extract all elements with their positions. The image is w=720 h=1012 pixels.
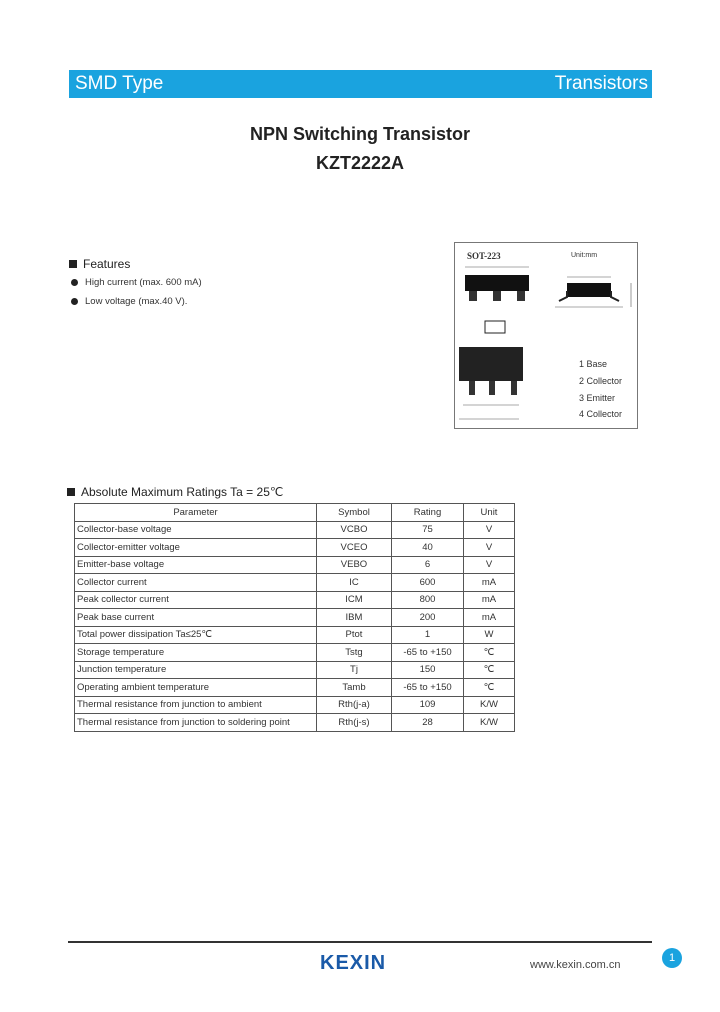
column-header: Unit	[464, 504, 515, 522]
unit-cell: mA	[464, 574, 515, 592]
table-row	[75, 644, 515, 662]
website-link[interactable]: www.kexin.com.cn	[530, 959, 621, 971]
symbol-cell: Tstg	[317, 644, 392, 662]
symbol-cell: Tamb	[317, 679, 392, 697]
square-bullet-icon	[69, 260, 77, 268]
pin-label: 4 Collector	[579, 409, 623, 419]
unit-cell: ℃	[464, 679, 515, 697]
param-cell: Peak base current	[75, 609, 317, 627]
square-bullet-icon	[67, 488, 75, 496]
rating-cell: 150	[392, 661, 464, 679]
table-row	[75, 591, 515, 609]
symbol-cell: Rth(j-a)	[317, 696, 392, 714]
rating-cell: -65 to +150	[392, 644, 464, 662]
param-cell: Total power dissipation Ta≤25℃	[75, 626, 317, 644]
package-diagram	[454, 242, 638, 429]
symbol-cell: Ptot	[317, 626, 392, 644]
column-header: Symbol	[317, 504, 392, 522]
param-cell: Collector-base voltage	[75, 521, 317, 539]
page-title: NPN Switching Transistor	[249, 124, 471, 144]
part-number: KZT2222A	[315, 153, 405, 173]
footer-divider	[68, 941, 652, 943]
ratings-table	[74, 503, 515, 732]
header-bar	[69, 70, 652, 98]
unit-cell: K/W	[464, 714, 515, 732]
unit-cell: mA	[464, 609, 515, 627]
param-cell: Peak collector current	[75, 591, 317, 609]
rating-cell: 28	[392, 714, 464, 732]
table-row	[75, 626, 515, 644]
ratings-heading-label: Absolute Maximum Ratings Ta = 25℃	[81, 485, 284, 499]
unit-cell: V	[464, 539, 515, 557]
symbol-cell: VEBO	[317, 556, 392, 574]
table-row	[75, 609, 515, 627]
unit-cell: V	[464, 521, 515, 539]
param-cell: Emitter-base voltage	[75, 556, 317, 574]
param-cell: Thermal resistance from junction to ambient	[75, 696, 317, 714]
package-name: SOT-223	[467, 251, 501, 261]
unit-cell: W	[464, 626, 515, 644]
symbol-cell: IC	[317, 574, 392, 592]
pin-label: 2 Collector	[579, 376, 623, 386]
bullet-icon	[71, 298, 78, 305]
unit-cell: V	[464, 556, 515, 574]
symbol-cell: Tj	[317, 661, 392, 679]
table-row	[75, 521, 515, 539]
feature-text: Low voltage (max.40 V).	[85, 296, 188, 307]
page-number: 1	[662, 948, 682, 968]
table-row	[75, 574, 515, 592]
symbol-cell: Rth(j-s)	[317, 714, 392, 732]
column-header: Parameter	[75, 504, 317, 522]
table-row	[75, 696, 515, 714]
column-header: Rating	[392, 504, 464, 522]
rating-cell: 6	[392, 556, 464, 574]
rating-cell: 200	[392, 609, 464, 627]
header-product-type: Transistors	[554, 73, 648, 94]
feature-text: High current (max. 600 mA)	[85, 277, 202, 288]
symbol-cell: VCBO	[317, 521, 392, 539]
param-cell: Thermal resistance from junction to soldering point	[75, 714, 317, 732]
unit-cell: ℃	[464, 644, 515, 662]
unit-cell: ℃	[464, 661, 515, 679]
param-cell: Collector-emitter voltage	[75, 539, 317, 557]
bullet-icon	[71, 279, 78, 286]
table-row	[75, 556, 515, 574]
feature-item	[71, 277, 202, 288]
table-row	[75, 679, 515, 697]
pin-label: 1 Base	[579, 359, 608, 369]
rating-cell: 109	[392, 696, 464, 714]
features-heading	[69, 257, 130, 271]
pin-label: 3 Emitter	[579, 393, 616, 403]
ratings-heading	[67, 485, 283, 499]
table-row	[75, 714, 515, 732]
feature-item	[71, 296, 187, 307]
rating-cell: 40	[392, 539, 464, 557]
param-cell: Junction temperature	[75, 661, 317, 679]
package-unit: Unit:mm	[571, 252, 598, 259]
param-cell: Operating ambient temperature	[75, 679, 317, 697]
rating-cell: 800	[392, 591, 464, 609]
rating-cell: 75	[392, 521, 464, 539]
features-heading-label: Features	[83, 257, 131, 271]
rating-cell: 1	[392, 626, 464, 644]
kexin-logo: KEXIN	[320, 952, 387, 974]
symbol-cell: IBM	[317, 609, 392, 627]
unit-cell: K/W	[464, 696, 515, 714]
symbol-cell: VCEO	[317, 539, 392, 557]
unit-cell: mA	[464, 591, 515, 609]
rating-cell: -65 to +150	[392, 679, 464, 697]
table-header-row	[75, 504, 515, 522]
table-row	[75, 661, 515, 679]
header-category: SMD Type	[75, 73, 164, 94]
table-row	[75, 539, 515, 557]
param-cell: Storage temperature	[75, 644, 317, 662]
symbol-cell: ICM	[317, 591, 392, 609]
rating-cell: 600	[392, 574, 464, 592]
param-cell: Collector current	[75, 574, 317, 592]
